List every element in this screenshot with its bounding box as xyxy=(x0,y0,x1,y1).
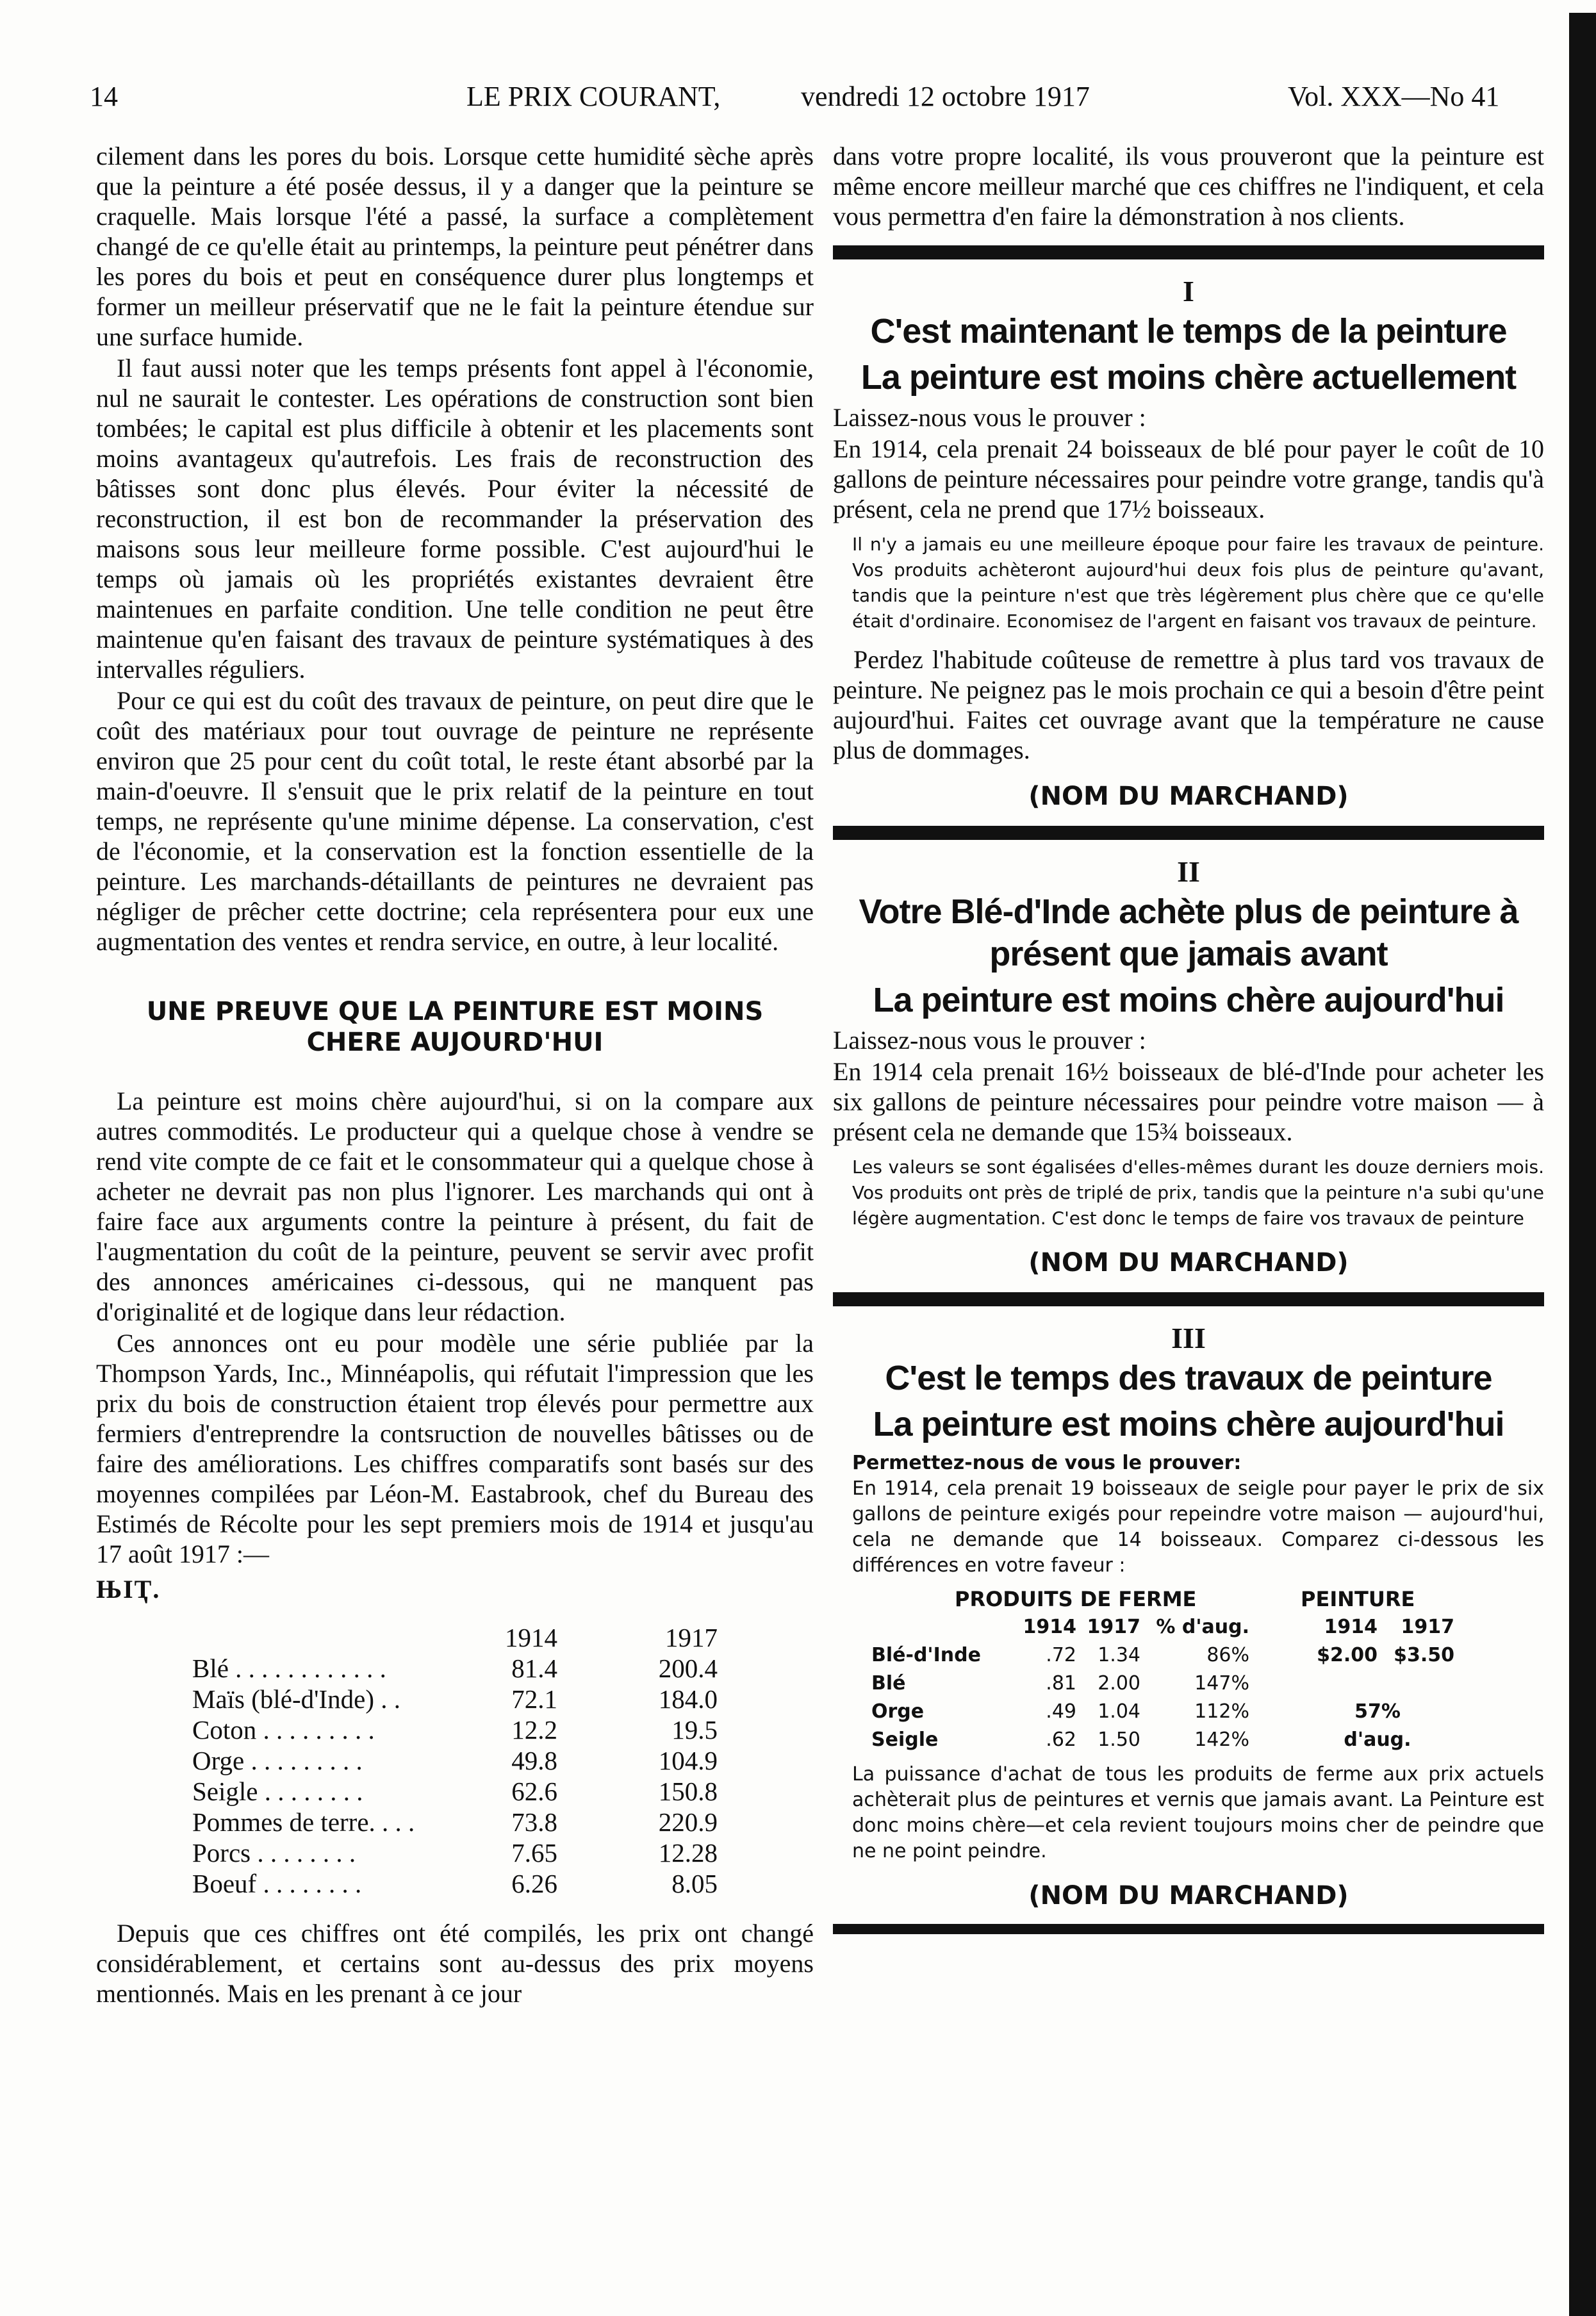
left-column xyxy=(96,141,814,2008)
commodity-name: Boeuf . . . . . . . . xyxy=(192,1869,362,1898)
paint-header-1917: 1917 xyxy=(1401,1616,1454,1638)
table-heading-paint: PEINTURE xyxy=(1301,1587,1415,1611)
table-row xyxy=(192,1714,718,1745)
farm-products-table xyxy=(871,1585,1454,1754)
product-name: Blé-d'Inde xyxy=(871,1644,981,1666)
percent-increase: 86% xyxy=(1206,1644,1249,1666)
paragraph: La puissance d'achat de tous les produits de ferme aux prix actuels achèterait plus de peintures et vernis que jamais avant. La Peinture est donc moins chère—et cela revient toujours moins cher de peindre que ne ne point peindre. xyxy=(852,1763,1544,1862)
ad-small-print: Les valeurs se sont égalisées d'elles-mêmes durant les douze derniers mois. Vos produits ont près de triplé de prix, tandis que la peinture n'a subi qu'une légère augmentation. C'est donc le temps de faire vos travaux de peinture xyxy=(852,1156,1544,1229)
value-1914: 72.1 xyxy=(511,1684,557,1714)
table-row xyxy=(871,1726,1454,1754)
price-1917: 2.00 xyxy=(1098,1672,1140,1695)
table-header-row xyxy=(192,1622,718,1653)
commodity-name: Coton . . . . . . . . . xyxy=(192,1715,375,1745)
page-header xyxy=(90,80,1525,119)
value-1917: 8.05 xyxy=(671,1869,718,1898)
divider-rule xyxy=(833,245,1544,259)
table-row xyxy=(871,1641,1454,1670)
ad-headline: C'est maintenant le temps de la peinture xyxy=(870,312,1507,350)
percent-increase: 112% xyxy=(1194,1700,1249,1723)
value-1917: 19.5 xyxy=(671,1715,718,1745)
issue-date: vendredi 12 octobre 1917 xyxy=(801,81,1090,112)
paint-percent-label: d'aug. xyxy=(1344,1729,1411,1751)
paragraph: Laissez-nous vous le prouver : xyxy=(833,403,1146,432)
column-header-1914: 1914 xyxy=(505,1623,557,1652)
commodity-name: Seigle . . . . . . . . xyxy=(192,1777,363,1806)
price-1914: .81 xyxy=(1046,1672,1076,1695)
value-1917: 184.0 xyxy=(658,1684,718,1714)
price-1917: 1.04 xyxy=(1098,1700,1140,1723)
table-row xyxy=(192,1653,718,1684)
ad-small-print: Il n'y a jamais eu une meilleure époque pour faire les travaux de peinture. Vos produits achèteront aujourd'hui deux fois plus de peinture qu'avant, tandis que la peinture n'est que très légèrement plus chère que ce qu'elle était d'ordinaire. Economisez de l'argent en faisant vos travaux de peinture. xyxy=(852,534,1544,632)
printer-marks: ЊIҬ. xyxy=(96,1575,161,1604)
paragraph: En 1914, cela prenait 24 boisseaux de blé pour payer le coût de 10 gallons de peinture nécessaires pour peindre votre grange, tandis qu'à présent, cela ne prend que 17½ boisseaux. xyxy=(833,434,1544,523)
table-row xyxy=(192,1868,718,1899)
value-1914: 12.2 xyxy=(511,1715,557,1745)
price-1914: .62 xyxy=(1046,1729,1076,1751)
ad-subheadline: La peinture est moins chère aujourd'hui xyxy=(873,1405,1504,1443)
commodity-name: Blé . . . . . . . . . . . . xyxy=(192,1654,386,1683)
column-header-increase: % d'aug. xyxy=(1156,1616,1249,1638)
value-1917: 150.8 xyxy=(658,1777,718,1806)
paragraph: Perdez l'habitude coûteuse de remettre à plus tard vos travaux de peinture. Ne peignez pas le mois prochain ce qui a besoin d'être peint aujourd'hui. Faites cet ouvrage avant que la température ne cause plus de dommages. xyxy=(833,645,1544,764)
commodity-name: Maïs (blé-d'Inde) . . xyxy=(192,1684,401,1714)
paint-price-1917: $3.50 xyxy=(1394,1644,1454,1666)
divider-rule xyxy=(833,826,1544,840)
paragraph: En 1914 cela prenait 16½ boisseaux de blé-d'Inde pour acheter les six gallons de peinture nécessaires pour peindre votre maison — à présent cela ne demande que 15¾ boisseaux. xyxy=(833,1057,1544,1146)
merchant-name: (NOM DU MARCHAND) xyxy=(1028,782,1349,811)
page-edge xyxy=(1569,13,1596,2316)
ad-numeral: I xyxy=(1183,275,1194,308)
value-1914: 62.6 xyxy=(511,1777,557,1806)
table-row xyxy=(192,1745,718,1776)
right-column xyxy=(833,141,1544,1951)
column-header-1914: 1914 xyxy=(1023,1616,1076,1638)
commodity-price-table xyxy=(192,1622,718,1899)
value-1917: 200.4 xyxy=(658,1654,718,1683)
section-heading: UNE PREUVE QUE LA PEINTURE EST MOINS CHERE AUJOURD'HUI xyxy=(146,997,764,1057)
table-row xyxy=(871,1698,1454,1726)
divider-rule xyxy=(833,1292,1544,1306)
product-name: Orge xyxy=(871,1700,925,1723)
percent-increase: 142% xyxy=(1194,1729,1249,1751)
value-1914: 6.26 xyxy=(511,1869,557,1898)
paint-price-1914: $2.00 xyxy=(1317,1644,1378,1666)
paragraph: En 1914, cela prenait 19 boisseaux de seigle pour payer le prix de six gallons de peinture exigés pour repeindre votre maison — aujourd'hui, cela ne demande que 14 boisseaux. Comparez ci-dessous les différences en votre faveur : xyxy=(852,1477,1544,1577)
column-header-1917: 1917 xyxy=(1087,1616,1140,1638)
paragraph: cilement dans les pores du bois. Lorsque cette humidité sèche après que la peinture a été posée dessus, il y a danger que la peinture se craquelle. Mais lorsque l'été a passé, la surface a complètement changé de ce qu'elle était au printemps, la peinture peut pénétrer dans les pores du bois et peut en conséquence durer plus longtemps et former un meilleur préservatif que ne le fait la peinture étendue sur une surface humide. xyxy=(96,142,814,351)
commodity-name: Porcs . . . . . . . . xyxy=(192,1838,356,1868)
value-1917: 12.28 xyxy=(658,1838,718,1868)
price-1914: .72 xyxy=(1046,1644,1076,1666)
table-row xyxy=(192,1776,718,1807)
paragraph: La peinture est moins chère aujourd'hui, si on la compare aux autres commodités. Le producteur qui a quelque chose à vendre se rend vite compte de ce fait et le consommateur qui a quelque chose à acheter ne devrait pas non plus l'ignorer. Les marchands qui ont à faire face aux arguments contre la peinture à présent, du fait de l'augmentation du coût de la peinture, peuvent se servir avec profit des annonces américaines ci-dessous, qui ne manquent pas d'originalité et de logique dans leur rédaction. xyxy=(96,1087,814,1326)
paragraph: Depuis que ces chiffres ont été compilés, les prix ont changé considérablement, et certains sont au-dessus des prix moyens mentionnés. Mais en les prenant à ce jour xyxy=(96,1919,814,2008)
ad-numeral: III xyxy=(1171,1322,1206,1354)
paragraph: Ces annonces ont eu pour modèle une série publiée par la Thompson Yards, Inc., Minnéapolis, qui réfutait l'impression que les prix du bois de construction étaient trop élevés pour permettre aux fermiers d'entreprendre la contsruction de nouvelles bâtisses ou de faire des améliorations. Les chiffres comparatifs sont basés sur des moyennes compilées par Léon-M. Eastabrook, chef du Bureau des Estimés de Récolte pour les sept premiers mois de 1914 et jusqu'au 17 août 1917 :— xyxy=(96,1329,814,1568)
ad-headline: C'est le temps des travaux de peinture xyxy=(885,1359,1492,1397)
value-1917: 220.9 xyxy=(658,1807,718,1837)
value-1914: 49.8 xyxy=(511,1746,557,1775)
ad-subheadline: La peinture est moins chère actuellement xyxy=(860,358,1517,397)
table-row xyxy=(192,1807,718,1837)
column-header-1917: 1917 xyxy=(665,1623,718,1652)
page-number: 14 xyxy=(90,81,118,112)
value-1914: 81.4 xyxy=(511,1654,557,1683)
merchant-name: (NOM DU MARCHAND) xyxy=(1028,1881,1349,1910)
paint-percent: 57% xyxy=(1354,1700,1401,1723)
value-1914: 73.8 xyxy=(511,1807,557,1837)
price-1914: .49 xyxy=(1046,1700,1076,1723)
table-row xyxy=(192,1837,718,1868)
price-1917: 1.50 xyxy=(1098,1729,1140,1751)
merchant-name: (NOM DU MARCHAND) xyxy=(1028,1248,1349,1277)
table-heading-farm: PRODUITS DE FERME xyxy=(955,1587,1197,1611)
divider-rule xyxy=(833,1924,1544,1934)
paragraph: Pour ce qui est du coût des travaux de peinture, on peut dire que le coût des matériaux pour tout ouvrage de peinture ne représente environ que 25 pour cent du coût total, le reste étant absorbé par la main-d'oeuvre. Il s'ensuit que le prix relatif de la peinture en tout temps, ne représente qu'une minime dépense. La conservation, c'est de l'économie, et la conservation est la fonction essentielle de la peinture. Les marchands-détaillants de peintures ne devraient pas négliger de prêcher cette doctrine; cela représentera pour eux une augmentation des ventes et rendra service, en outre, à leur localité. xyxy=(96,686,814,956)
paragraph: Il faut aussi noter que les temps présents font appel à l'économie, nul ne saurait le contester. Les opérations de construction sont bien tombées; le capital est plus difficile à obtenir et les placements sont moins avantageux qu'autrefois. Les frais de reconstruction des bâtisses sont donc plus élevés. Pour éviter la nécessité de reconstruction, il est bon de recommander la préservation des maisons sous leur meilleure forme possible. C'est aujourd'hui le temps où jamais où les propriétés existantes devraient être maintenues en parfaite condition. Une telle condition ne peut être maintenue qu'en faisant des travaux de peinture systématiques à des intervalles réguliers. xyxy=(96,354,814,684)
ad-numeral: II xyxy=(1177,855,1200,888)
product-name: Blé xyxy=(871,1672,906,1695)
publication-title: LE PRIX COURANT, xyxy=(466,81,721,112)
paragraph: Permettez-nous de vous le prouver: xyxy=(852,1452,1242,1474)
table-row xyxy=(192,1684,718,1714)
paint-header-1914: 1914 xyxy=(1324,1616,1378,1638)
volume-number: Vol. XXX—No 41 xyxy=(1288,81,1500,112)
ad-body xyxy=(833,1450,1544,1864)
value-1914: 7.65 xyxy=(511,1838,557,1868)
product-name: Seigle xyxy=(871,1729,939,1751)
percent-increase: 147% xyxy=(1194,1672,1249,1695)
table-row xyxy=(871,1670,1454,1698)
ad-subheadline: La peinture est moins chère aujourd'hui xyxy=(873,981,1504,1019)
commodity-name: Pommes de terre. . . . xyxy=(192,1807,415,1837)
paragraph: dans votre propre localité, ils vous prouveront que la peinture est même encore meilleur marché que ces chiffres ne l'indiquent, et cela vous permettra d'en faire la démonstration à nos clients. xyxy=(833,142,1544,231)
value-1917: 104.9 xyxy=(658,1746,718,1775)
ad-headline: Votre Blé-d'Inde achète plus de peinture à présent que jamais avant xyxy=(859,892,1518,973)
commodity-name: Orge . . . . . . . . . xyxy=(192,1746,363,1775)
paragraph: Laissez-nous vous le prouver : xyxy=(833,1026,1146,1055)
price-1917: 1.34 xyxy=(1098,1644,1140,1666)
